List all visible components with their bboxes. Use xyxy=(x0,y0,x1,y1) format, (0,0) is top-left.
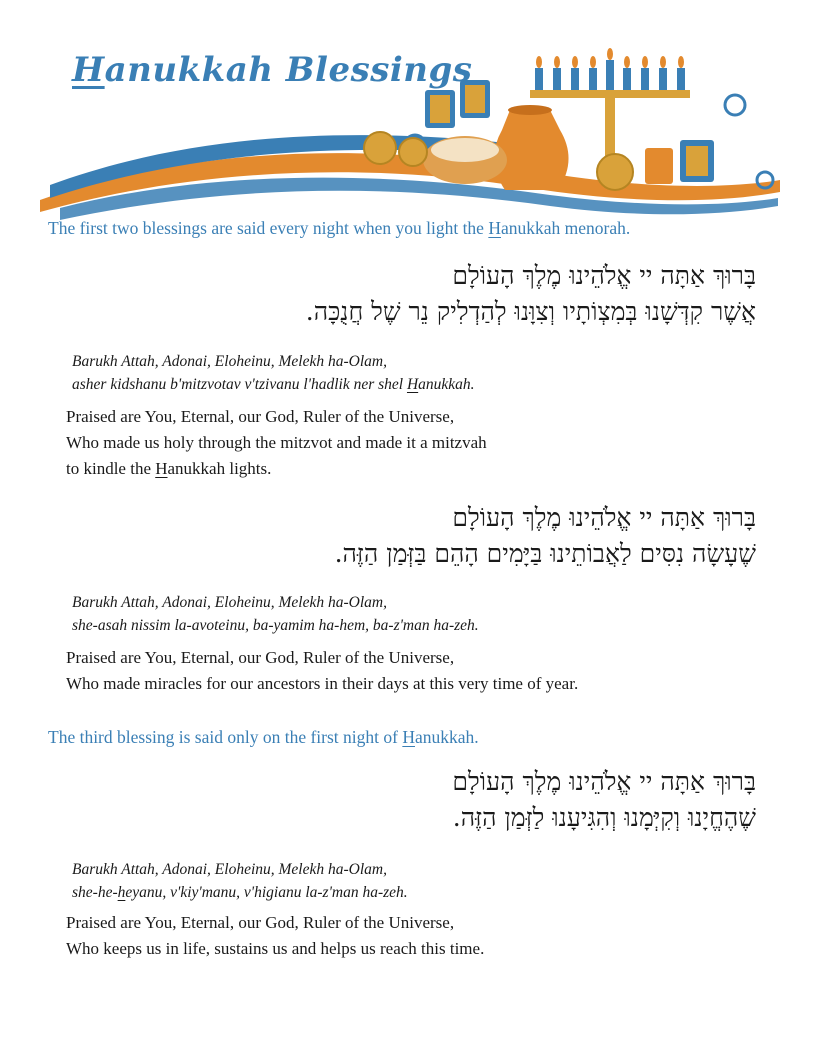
blessing-1-transliteration: Barukh Attah, Adonai, Eloheinu, Melekh ha-Olam, asher kidshanu b'mitzvotav v'tzivanu l'hadlik ner shel Hanukkah. xyxy=(72,353,475,393)
header xyxy=(30,30,790,220)
blessing-3-transliteration: Barukh Attah, Adonai, Eloheinu, Melekh ha-Olam, she-he-heyanu, v'kiy'manu, v'higianu la-z'man ha-zeh. xyxy=(72,861,408,901)
sufganiyah-icon xyxy=(423,136,507,184)
blessing-3-english: Praised are You, Eternal, our God, Ruler of the Universe, Who keeps us in life, sustains us and helps us reach this time. xyxy=(66,913,485,958)
section-intro-2: The third blessing is said only on the first night of Hanukkah. xyxy=(48,727,479,747)
blessing-2-hebrew: בָּרוּךְ אַתָּה יי אֱלֹהֵינוּ מֶלֶךְ הָעוֹלָם שֶׁעָשָׂה נִסִּים לַאֲבוֹתֵינוּ בַּיָּמִים הָהֵם בַּזְּמַן הַזֶּה. xyxy=(334,503,756,568)
oil-jug-icon xyxy=(494,105,568,190)
page-title: Hanukkah Blessings xyxy=(72,50,473,90)
blessing-2-english: Praised are You, Eternal, our God, Ruler of the Universe, Who made miracles for our ancestors in their days at this very time of year. xyxy=(66,648,579,693)
blessing-1-english: Praised are You, Eternal, our God, Ruler of the Universe, Who made us holy through the mitzvot and made it a mitzvah to kindle the Hanukkah lights. xyxy=(66,407,487,478)
blessing-3-hebrew: בָּרוּךְ אַתָּה יי אֱלֹהֵינוּ מֶלֶךְ הָעוֹלָם שֶׁהֶחֱיָנוּ וְקִיְּמָנוּ וְהִגִּיעָנוּ לַזְּמַן הַזֶּה. xyxy=(452,767,756,832)
blessing-2-transliteration: Barukh Attah, Adonai, Eloheinu, Melekh ha-Olam, she-asah nissim la-avoteinu, ba-yamim ha-hem, ba-z'man ha-zeh. xyxy=(72,594,479,634)
section-intro-1: The first two blessings are said every night when you light the Hanukkah menorah. xyxy=(48,218,631,238)
blessing-1-hebrew: בָּרוּךְ אַתָּה יי אֱלֹהֵינוּ מֶלֶךְ הָעוֹלָם אֲשֶׁר קִדְּשָׁנוּ בְּמִצְוֹתָיו וְצִוָּנוּ לְהַדְלִיק נֵר שֶׁל חֲנֻכָּה. xyxy=(305,261,756,326)
